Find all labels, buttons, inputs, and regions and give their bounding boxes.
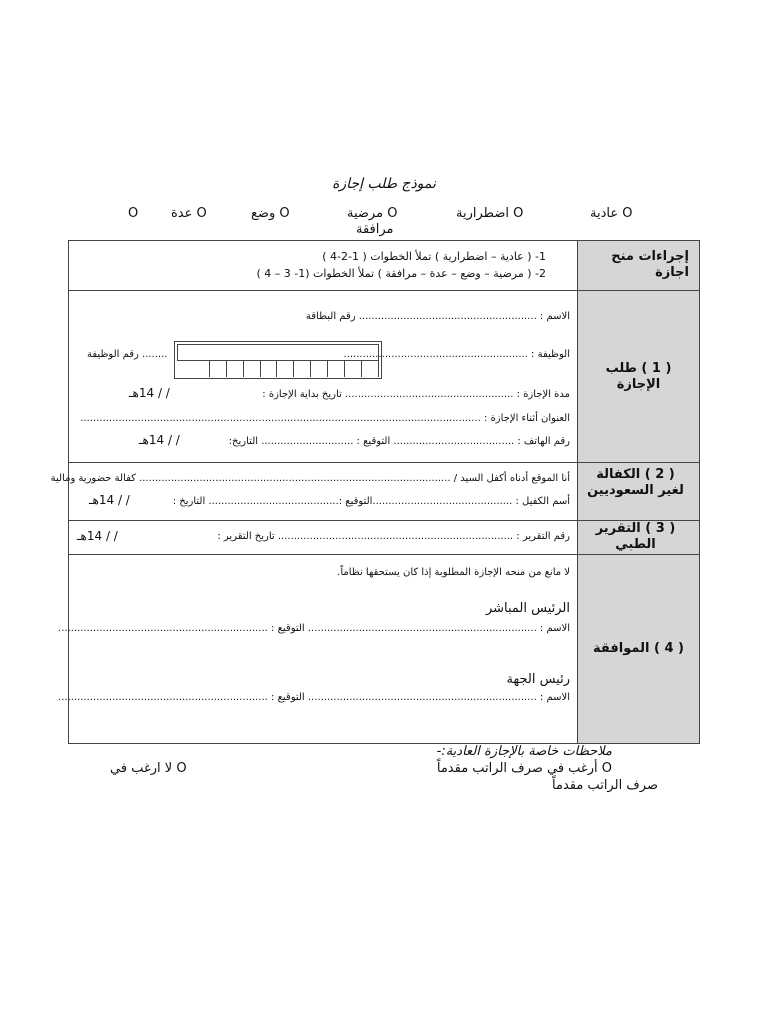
leave-type-emergency[interactable]: اضطرارية O (456, 206, 524, 221)
request-row (69, 291, 699, 463)
guarantee-date[interactable]: / / 14هـ (89, 493, 130, 507)
approval-row (58, 555, 699, 743)
medical-report-date[interactable]: / / 14هـ (77, 529, 118, 543)
leave-duration-field[interactable]: مدة الإجازة : ..................................................... تاريخ بداية الإجازة : (262, 389, 570, 400)
direct-manager-title: الرئيس المباشر (485, 601, 570, 616)
card-number-boxes[interactable] (174, 341, 382, 379)
leave-type-companion-radio[interactable]: O (128, 206, 139, 221)
direct-manager-fields[interactable]: الاسم : ........................................................................ التوقيع : .................................................................. (58, 623, 570, 634)
salary-advance-continuation: صرف الراتب مقدماً (552, 778, 658, 793)
leave-type-normal[interactable]: عادية O (590, 206, 633, 221)
guarantor-name-field[interactable]: أسم الكفيل : ............................................التوقيع :......................................... التاريخ : (172, 496, 570, 507)
procedure-step-2: 2- ( مرضية – وضع – عدة – مرافقة ) تملأ الخطوات (1- 3 – 4 ) (256, 267, 546, 280)
leave-type-sick[interactable]: مرضية O (347, 206, 398, 221)
address-during-leave-field[interactable]: العنوان أثناء الإجازة : .............................................................................................................................. (80, 413, 570, 424)
approval-statement: لا مانع من منحه الإجازة المطلوبة إذا كان يستحقها نظاماً. (337, 567, 570, 578)
leave-type-companion: مرافقة (356, 222, 394, 237)
approval-label: ( 4 ) الموافقة (577, 555, 699, 743)
procedures-row (69, 241, 699, 291)
medical-report-label: ( 3 ) التقرير الطبي (577, 521, 699, 554)
procedures-label: إجراءات منح اجازة (577, 241, 699, 290)
department-head-title: رئيس الجهة (506, 672, 570, 687)
employee-name-field[interactable]: الاسم : ........................................................ رقم البطاقة (305, 311, 570, 322)
salary-advance-no-option[interactable]: O لا ارغب في (110, 761, 187, 776)
leave-type-delivery[interactable]: وضع O (251, 206, 290, 221)
phone-signature-date-field[interactable]: رقم الهاتف : ...................................... التوقيع : ............................. التاريخ: (228, 436, 570, 447)
leave-start-date[interactable]: / / 14هـ (129, 386, 170, 400)
leave-type-iddah[interactable]: عدة O (171, 206, 207, 221)
salary-advance-yes-option[interactable]: O أرغب في صرف الراتب مقدماً (436, 761, 612, 776)
form-title: نموذج طلب إجازة (332, 176, 436, 192)
request-sign-date[interactable]: / / 14هـ (139, 433, 180, 447)
guarantee-row (50, 463, 699, 521)
notes-heading: ملاحظات خاصة بالإجازة العادية:- (436, 744, 612, 759)
leave-form-table (50, 240, 700, 744)
medical-report-row (69, 521, 699, 555)
procedure-step-1: 1- ( عادية – اضطرارية ) تملأ الخطوات ( 1-2-4 ) (322, 250, 546, 263)
job-title-field[interactable]: الوظيفة : .......................................................... (343, 349, 570, 360)
guarantee-statement-field[interactable]: أنا الموقع أدناه أكفل السيد / .................................................................................................. كفالة حضورية ومالية (50, 473, 570, 484)
department-head-fields[interactable]: الاسم : ........................................................................ التوقيع : .................................................................. (58, 692, 570, 703)
guarantee-label: ( 2 ) الكفالة لغير السعوديين (577, 463, 699, 520)
medical-report-field[interactable]: رقم التقرير : .......................................................................... تاريخ التقرير : (217, 531, 570, 542)
request-label: ( 1 ) طلب الإجازة (577, 291, 699, 462)
job-number-field[interactable]: ........ رقم الوظيفة (87, 349, 168, 360)
